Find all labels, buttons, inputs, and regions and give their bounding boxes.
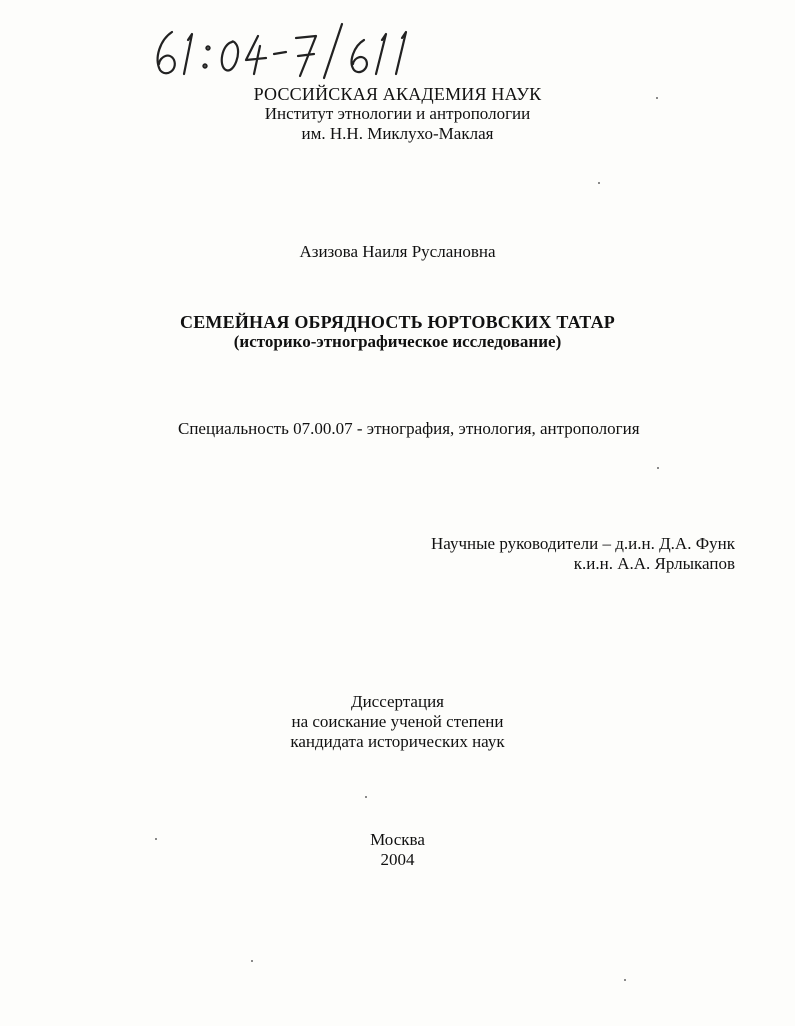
handwritten-code-drawing (150, 18, 430, 80)
title-block (0, 312, 795, 352)
academy-name: РОССИЙСКАЯ АКАДЕМИЯ НАУК (253, 84, 542, 104)
dissertation-subtitle: (историко-этнографическое исследование) (233, 332, 562, 351)
scan-speck (624, 979, 626, 981)
specialty-line: Специальность 07.00.07 - этнография, этнология, антропология (178, 419, 640, 438)
scan-speck (657, 467, 659, 469)
dissertation-title: СЕМЕЙНАЯ ОБРЯДНОСТЬ ЮРТОВСКИХ ТАТАР (180, 312, 615, 332)
scan-speck (598, 182, 600, 184)
organization-block (0, 84, 795, 144)
year: 2004 (380, 850, 415, 869)
degree-name: кандидата исторических наук (290, 732, 505, 751)
city-name: Москва (370, 830, 425, 849)
scan-speck (155, 838, 157, 840)
institute-namesake: им. Н.Н. Миклухо-Маклая (301, 124, 494, 143)
supervisors-block (431, 534, 735, 574)
place-block (0, 830, 795, 870)
author-block (0, 242, 795, 262)
degree-purpose: на соискание ученой степени (291, 712, 504, 731)
handwritten-catalog-code (150, 18, 430, 80)
scan-speck (365, 796, 367, 798)
dissertation-label: Диссертация (350, 692, 444, 711)
supervisor-secondary: к.и.н. А.А. Ярлыкапов (573, 554, 735, 573)
institute-name: Институт этнологии и антропологии (264, 104, 531, 123)
scan-speck (656, 97, 658, 99)
author-name: Азизова Наиля Руслановна (299, 242, 496, 261)
dissertation-block (0, 692, 795, 752)
scan-speck (251, 960, 253, 962)
supervisor-primary: Научные руководители – д.и.н. Д.А. Функ (431, 534, 735, 553)
